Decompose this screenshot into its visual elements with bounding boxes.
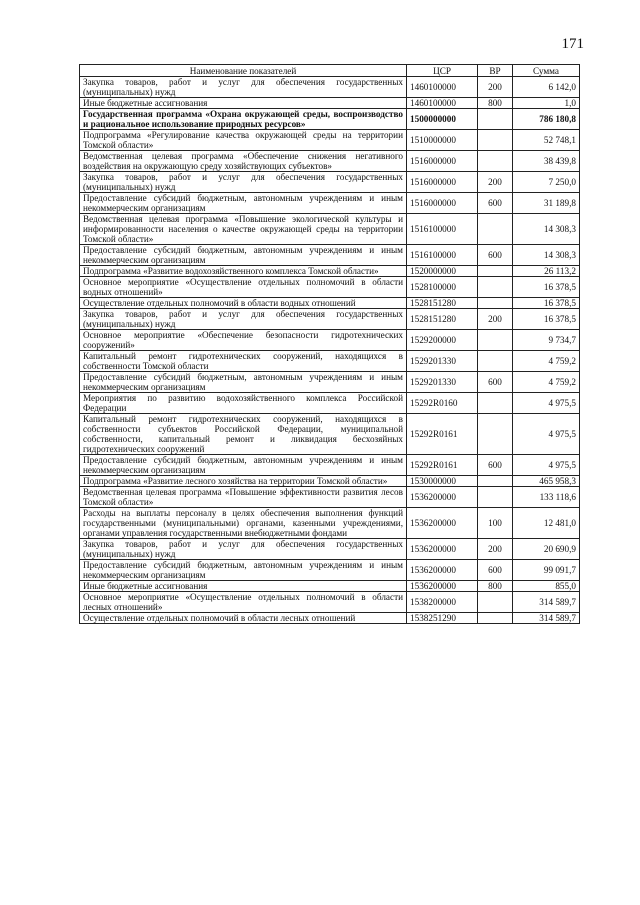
cell-sum: 7 250,0 [513, 172, 580, 193]
table-row [80, 330, 580, 351]
cell-vr: 600 [478, 560, 513, 581]
cell-csr: 1536200000 [407, 560, 478, 581]
cell-csr: 1520000000 [407, 266, 478, 277]
cell-sum: 12 481,0 [513, 508, 580, 539]
cell-sum: 4 975,5 [513, 414, 580, 455]
cell-csr: 1516100000 [407, 245, 478, 266]
cell-name: Капитальный ремонт гидротехнических сооружений, находящихся в собственности Томской области [80, 351, 407, 372]
cell-name: Предоставление субсидий бюджетным, автономным учреждениям и иным некоммерческим организациям [80, 372, 407, 393]
budget-table [79, 64, 580, 624]
cell-sum: 99 091,7 [513, 560, 580, 581]
table-row [80, 109, 580, 130]
cell-sum: 4 975,5 [513, 455, 580, 476]
cell-csr: 1529201330 [407, 372, 478, 393]
cell-sum: 314 589,7 [513, 613, 580, 624]
cell-vr: 200 [478, 539, 513, 560]
table-row [80, 130, 580, 151]
cell-sum: 16 378,5 [513, 309, 580, 330]
cell-name: Ведомственная целевая программа «Повышение экологической культуры и информированности населения о качестве окружающей среды на территории Томской области» [80, 214, 407, 245]
cell-csr: 1536200000 [407, 487, 478, 508]
table-row [80, 277, 580, 298]
cell-vr: 200 [478, 77, 513, 98]
cell-sum: 16 378,5 [513, 277, 580, 298]
cell-sum: 20 690,9 [513, 539, 580, 560]
table-row [80, 592, 580, 613]
cell-csr: 1536200000 [407, 581, 478, 592]
cell-name: Подпрограмма «Развитие лесного хозяйства на территории Томской области» [80, 476, 407, 487]
table-row [80, 476, 580, 487]
cell-name: Осуществление отдельных полномочий в области водных отношений [80, 298, 407, 309]
cell-vr [478, 613, 513, 624]
cell-vr [478, 109, 513, 130]
table-row [80, 455, 580, 476]
cell-name: Предоставление субсидий бюджетным, автономным учреждениям и иным некоммерческим организациям [80, 455, 407, 476]
cell-sum: 133 118,6 [513, 487, 580, 508]
page-number: 171 [561, 36, 584, 52]
cell-vr: 200 [478, 172, 513, 193]
cell-sum: 6 142,0 [513, 77, 580, 98]
cell-sum: 786 180,8 [513, 109, 580, 130]
cell-sum: 26 113,2 [513, 266, 580, 277]
header-csr: ЦСР [407, 65, 478, 77]
cell-vr [478, 130, 513, 151]
cell-csr: 1536200000 [407, 508, 478, 539]
table-row [80, 487, 580, 508]
cell-vr [478, 476, 513, 487]
header-vr: ВР [478, 65, 513, 77]
cell-vr [478, 393, 513, 414]
table-row [80, 77, 580, 98]
table-row [80, 393, 580, 414]
cell-sum: 9 734,7 [513, 330, 580, 351]
table-row [80, 151, 580, 172]
cell-csr: 1516000000 [407, 151, 478, 172]
cell-csr: 1530000000 [407, 476, 478, 487]
cell-vr: 100 [478, 508, 513, 539]
cell-vr [478, 214, 513, 245]
cell-name: Закупка товаров, работ и услуг для обеспечения государственных (муниципальных) нужд [80, 539, 407, 560]
table-row [80, 309, 580, 330]
cell-name: Расходы на выплаты персоналу в целях обеспечения выполнения функций государственными (муниципальными) органами, казенными учреждениями, органами управления государственными внебюджетными фондами [80, 508, 407, 539]
cell-vr [478, 592, 513, 613]
cell-vr [478, 277, 513, 298]
cell-vr [478, 151, 513, 172]
cell-sum: 14 308,3 [513, 245, 580, 266]
cell-name: Предоставление субсидий бюджетным, автономным учреждениям и иным некоммерческим организациям [80, 560, 407, 581]
cell-vr: 600 [478, 245, 513, 266]
table-row [80, 581, 580, 592]
cell-name: Государственная программа «Охрана окружающей среды, воспроизводство и рациональное использование природных ресурсов» [80, 109, 407, 130]
table-row [80, 414, 580, 455]
table-row [80, 98, 580, 109]
cell-name: Иные бюджетные ассигнования [80, 98, 407, 109]
cell-name: Подпрограмма «Регулирование качества окружающей среды на территории Томской области» [80, 130, 407, 151]
cell-vr [478, 330, 513, 351]
header-sum: Сумма [513, 65, 580, 77]
cell-name: Ведомственная целевая программа «Повышение эффективности развития лесов Томской области» [80, 487, 407, 508]
cell-csr: 1460100000 [407, 77, 478, 98]
cell-name: Закупка товаров, работ и услуг для обеспечения государственных (муниципальных) нужд [80, 172, 407, 193]
table-header-row [80, 65, 580, 77]
cell-vr: 800 [478, 98, 513, 109]
table-row [80, 560, 580, 581]
cell-csr: 1528151280 [407, 298, 478, 309]
table-row [80, 266, 580, 277]
cell-name: Подпрограмма «Развитие водохозяйственного комплекса Томской области» [80, 266, 407, 277]
cell-name: Основное мероприятие «Осуществление отдельных полномочий в области водных отношений» [80, 277, 407, 298]
cell-csr: 15292R0161 [407, 414, 478, 455]
cell-csr: 1538251290 [407, 613, 478, 624]
cell-name: Предоставление субсидий бюджетным, автономным учреждениям и иным некоммерческим организациям [80, 193, 407, 214]
cell-csr: 1529200000 [407, 330, 478, 351]
cell-name: Предоставление субсидий бюджетным, автономным учреждениям и иным некоммерческим организациям [80, 245, 407, 266]
cell-vr: 800 [478, 581, 513, 592]
cell-sum: 1,0 [513, 98, 580, 109]
cell-name: Основное мероприятие «Осуществление отдельных полномочий в области лесных отношений» [80, 592, 407, 613]
table-row [80, 298, 580, 309]
cell-sum: 16 378,5 [513, 298, 580, 309]
cell-name: Закупка товаров, работ и услуг для обеспечения государственных (муниципальных) нужд [80, 77, 407, 98]
cell-vr: 600 [478, 372, 513, 393]
cell-vr [478, 487, 513, 508]
cell-sum: 14 308,3 [513, 214, 580, 245]
cell-vr [478, 351, 513, 372]
cell-csr: 1529201330 [407, 351, 478, 372]
cell-sum: 4 975,5 [513, 393, 580, 414]
table-body [80, 77, 580, 624]
cell-csr: 15292R0161 [407, 455, 478, 476]
table-row [80, 613, 580, 624]
cell-name: Осуществление отдельных полномочий в области лесных отношений [80, 613, 407, 624]
cell-name: Мероприятия по развитию водохозяйственного комплекса Российской Федерации [80, 393, 407, 414]
cell-sum: 31 189,8 [513, 193, 580, 214]
table-row [80, 245, 580, 266]
cell-vr [478, 266, 513, 277]
table-row [80, 351, 580, 372]
cell-name: Иные бюджетные ассигнования [80, 581, 407, 592]
cell-csr: 1516000000 [407, 172, 478, 193]
cell-sum: 465 958,3 [513, 476, 580, 487]
cell-sum: 855,0 [513, 581, 580, 592]
table-row [80, 214, 580, 245]
cell-csr: 1460100000 [407, 98, 478, 109]
cell-name: Капитальный ремонт гидротехнических сооружений, находящихся в собственности субъектов Российской Федерации, муниципальной собственности, капитальный ремонт и ликвидация бесхозяйных гидротехнических сооружений [80, 414, 407, 455]
cell-sum: 38 439,8 [513, 151, 580, 172]
table-row [80, 508, 580, 539]
cell-vr [478, 414, 513, 455]
cell-sum: 314 589,7 [513, 592, 580, 613]
cell-name: Основное мероприятие «Обеспечение безопасности гидротехнических сооружений» [80, 330, 407, 351]
cell-sum: 4 759,2 [513, 351, 580, 372]
cell-name: Ведомственная целевая программа «Обеспечение снижения негативного воздействия на окружающую среду хозяйствующих субъектов» [80, 151, 407, 172]
cell-vr: 200 [478, 309, 513, 330]
cell-csr: 1528151280 [407, 309, 478, 330]
cell-sum: 4 759,2 [513, 372, 580, 393]
cell-csr: 1538200000 [407, 592, 478, 613]
table-row [80, 372, 580, 393]
cell-csr: 1528100000 [407, 277, 478, 298]
cell-sum: 52 748,1 [513, 130, 580, 151]
cell-csr: 1510000000 [407, 130, 478, 151]
cell-vr: 600 [478, 455, 513, 476]
cell-csr: 1516000000 [407, 193, 478, 214]
table-row [80, 539, 580, 560]
cell-vr: 600 [478, 193, 513, 214]
cell-csr: 1536200000 [407, 539, 478, 560]
cell-csr: 15292R0160 [407, 393, 478, 414]
cell-csr: 1500000000 [407, 109, 478, 130]
table-row [80, 172, 580, 193]
cell-name: Закупка товаров, работ и услуг для обеспечения государственных (муниципальных) нужд [80, 309, 407, 330]
header-name: Наименование показателей [80, 65, 407, 77]
table-row [80, 193, 580, 214]
cell-vr [478, 298, 513, 309]
cell-csr: 1516100000 [407, 214, 478, 245]
